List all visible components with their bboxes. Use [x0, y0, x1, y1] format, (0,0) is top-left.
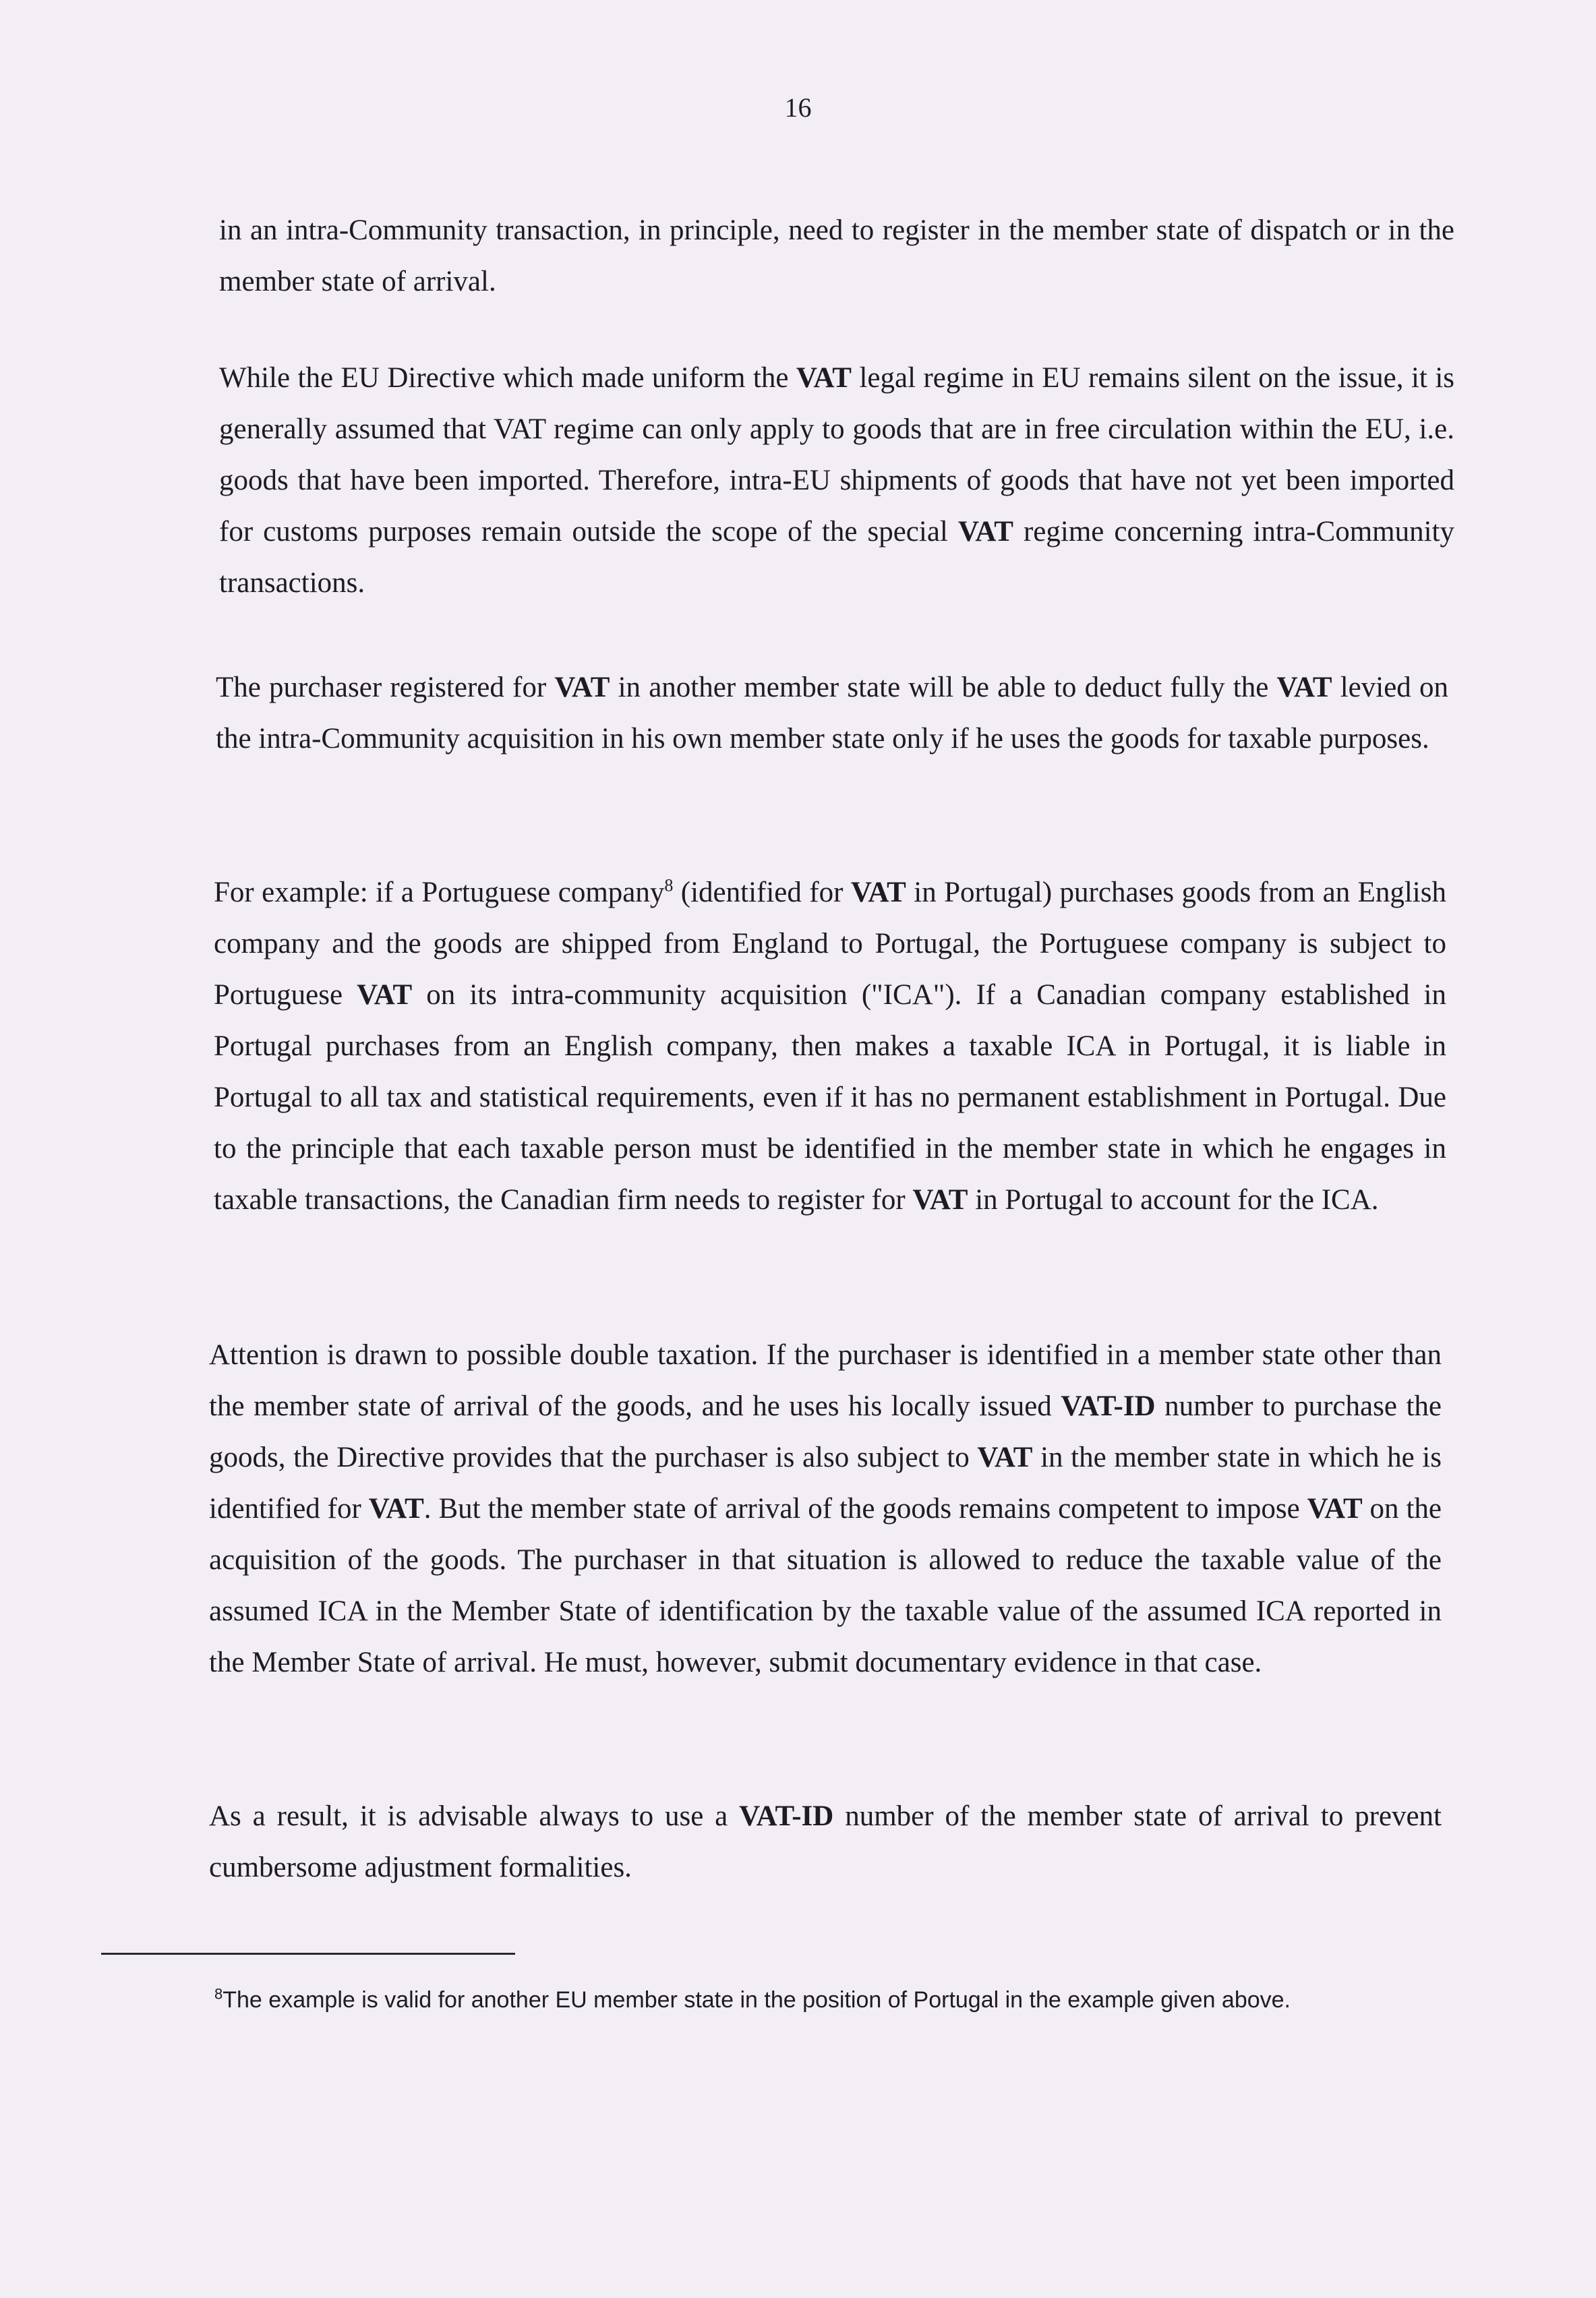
paragraph-portuguese-example: [214, 867, 1446, 1226]
paragraph-continued-registration: [219, 205, 1454, 307]
paragraph-advice-vat-id: [209, 1791, 1442, 1893]
bold-term: VAT: [1307, 1493, 1363, 1525]
bold-term: VAT: [796, 362, 852, 394]
bold-term: VAT: [957, 516, 1013, 548]
footnote: [214, 1983, 1428, 2017]
paragraph-double-taxation: [209, 1330, 1442, 1688]
paragraph-eu-directive: [219, 353, 1454, 609]
footnote-number: 8: [214, 1985, 223, 2003]
bold-term: VAT: [554, 672, 610, 703]
footnote-reference: 8: [664, 875, 674, 895]
paragraph-text: in Portugal) purchases goods from an English company and the goods are shipped from England to Portugal, the Portuguese company is subject to Portuguese: [214, 877, 1446, 1011]
footnote-text: The example is valid for another EU member state in the position of Portugal in the example given above.: [223, 1987, 1291, 2013]
page-number: 16: [784, 92, 812, 123]
bold-term: VAT-ID: [739, 1800, 834, 1832]
bold-term: VAT-ID: [1061, 1390, 1156, 1422]
paragraph-purchaser-deduction: [216, 662, 1448, 765]
bold-term: VAT: [357, 979, 413, 1011]
paragraph-text: The purchaser registered for: [216, 672, 555, 703]
paragraph-text: As a result, it is advisable always to use a: [209, 1800, 740, 1832]
paragraph-text: legal regime in EU remains silent on the issue, it is generally assumed that VAT regime can only apply to goods that are in free circulation within the EU, i.e. goods that have been imported. Therefore, intra-EU shipments of goods that have not yet been imported for customs purposes remain outside the scope of the special: [219, 362, 1454, 548]
paragraph-text: in an intra-Community transaction, in principle, need to register in the member state of dispatch or in the member state of arrival.: [219, 214, 1454, 297]
bold-term: VAT: [1276, 672, 1332, 703]
paragraph-text: number of the member state of arrival to prevent cumbersome adjustment formalities.: [209, 1800, 1442, 1883]
paragraph-text: For example: if a Portuguese company: [214, 877, 665, 908]
bold-term: VAT: [368, 1493, 424, 1525]
paragraph-text: Attention is drawn to possible double taxation. If the purchaser is identified in a member state other than the member state of arrival of the goods, and he uses his locally issued: [209, 1339, 1442, 1422]
bold-term: VAT: [912, 1184, 968, 1216]
paragraph-text: on the acquisition of the goods. The purchaser in that situation is allowed to reduce the taxable value of the assumed ICA in the Member State of identification by the taxable value of the assumed ICA reported in the Member State of arrival. He must, however, submit documentary evidence in that case.: [209, 1493, 1442, 1678]
paragraph-text: in Portugal to account for the ICA.: [968, 1184, 1379, 1216]
paragraph-text: levied on the intra-Community acquisition in his own member state only if he uses the goods for taxable purposes.: [216, 672, 1448, 755]
paragraph-text: on its intra-community acquisition ("ICA"). If a Canadian company established in Portugal purchases from an English company, then makes a taxable ICA in Portugal, it is liable in Portugal to all tax and statistical requirements, even if it has no permanent establishment in Portugal. Due to the principle that each taxable person must be identified in the member state in which he engages in taxable transactions, the Canadian firm needs to register for: [214, 979, 1446, 1216]
footnote-divider: [101, 1953, 515, 1955]
paragraph-text: While the EU Directive which made uniform the: [219, 362, 796, 394]
paragraph-text: regime concerning intra-Community transactions.: [219, 516, 1454, 599]
paragraph-text: in another member state will be able to deduct fully the: [610, 672, 1277, 703]
paragraph-text: . But the member state of arrival of the goods remains competent to impose: [423, 1493, 1307, 1525]
paragraph-text: (identified for: [673, 877, 851, 908]
bold-term: VAT: [850, 877, 906, 908]
bold-term: VAT: [977, 1442, 1033, 1473]
paragraph-text: number to purchase the goods, the Directive provides that the purchaser is also subject to: [209, 1390, 1442, 1473]
paragraph-text: in the member state in which he is identified for: [209, 1442, 1442, 1525]
